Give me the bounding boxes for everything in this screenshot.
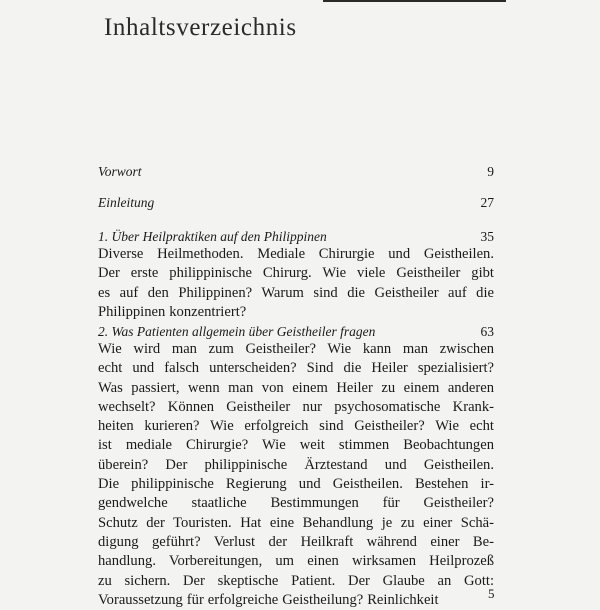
description-line: Die philippinische Regierung und Geistheilen. Bestehen ir-: [98, 476, 494, 493]
description-line: Der erste philippinische Chirurg. Wie viele Geistheiler gibt: [98, 265, 494, 282]
description-line: digung geführt? Verlust der Heilkraft während einer Be-: [98, 533, 494, 550]
toc-entry-chapter-2: [98, 324, 494, 610]
description-line: Schutz der Touristen. Hat eine Behandlung je zu einer Schä-: [98, 514, 494, 531]
description-line: heiten kurieren? Wie erfolgreich sind Geistheiler? Wie echt: [98, 418, 494, 435]
top-rule: [323, 0, 506, 2]
toc-entry-vorwort: [98, 164, 494, 180]
description-line: überein? Der philippinische Ärztestand und Geistheilen.: [98, 456, 494, 473]
toc-entry-heading: 1. Über Heilpraktiken auf den Philippinen: [98, 229, 327, 244]
description-line: zu sichern. Der skeptische Patient. Der Glaube an Gott:: [98, 572, 494, 589]
toc-entry-page: 35: [480, 229, 494, 244]
toc-entry-page: 63: [480, 324, 494, 339]
description-line: es auf den Philippinen? Warum sind die Geistheiler auf die: [98, 284, 494, 301]
page-number: 5: [488, 586, 495, 601]
toc-entry-description: [98, 340, 494, 610]
description-line: wechselt? Können Geistheiler nur psychosomatische Krank-: [98, 398, 494, 415]
toc-entry-einleitung: [98, 195, 494, 211]
page-title: Inhaltsverzeichnis: [104, 14, 297, 41]
description-line: echt und falsch unterscheiden? Sind die Heiler spezialisiert?: [98, 360, 494, 377]
description-line: Diverse Heilmethoden. Mediale Chirurgie und Geistheilen.: [98, 246, 494, 262]
description-line: Voraussetzung für erfolgreiche Geistheilung? Reinlichkeit: [98, 591, 439, 608]
description-line: ist mediale Chirurgie? Wie weit stimmen Beobachtungen: [98, 437, 494, 454]
description-line: Wie wird man zum Geistheiler? Wie kann man zwischen: [98, 341, 494, 357]
toc-entry-page: 27: [480, 195, 494, 210]
toc-entry-heading: 2. Was Patienten allgemein über Geistheiler fragen: [98, 324, 376, 339]
description-line: Was passiert, wenn man von einem Heiler zu einem anderen: [98, 379, 494, 396]
description-line: handlung. Vorbereitungen, um einen wirksamen Heilprozeß: [98, 553, 494, 570]
toc-entry-heading: Einleitung: [98, 195, 155, 210]
toc-entry-page: 9: [487, 164, 494, 179]
toc-entry-description: [98, 245, 494, 322]
toc-entry-chapter-1: [98, 229, 494, 322]
toc-entry-heading: Vorwort: [98, 164, 142, 179]
description-line: gendwelche staatliche Bestimmungen für Geistheiler?: [98, 495, 494, 512]
description-line: Philippinen konzentriert?: [98, 303, 247, 320]
